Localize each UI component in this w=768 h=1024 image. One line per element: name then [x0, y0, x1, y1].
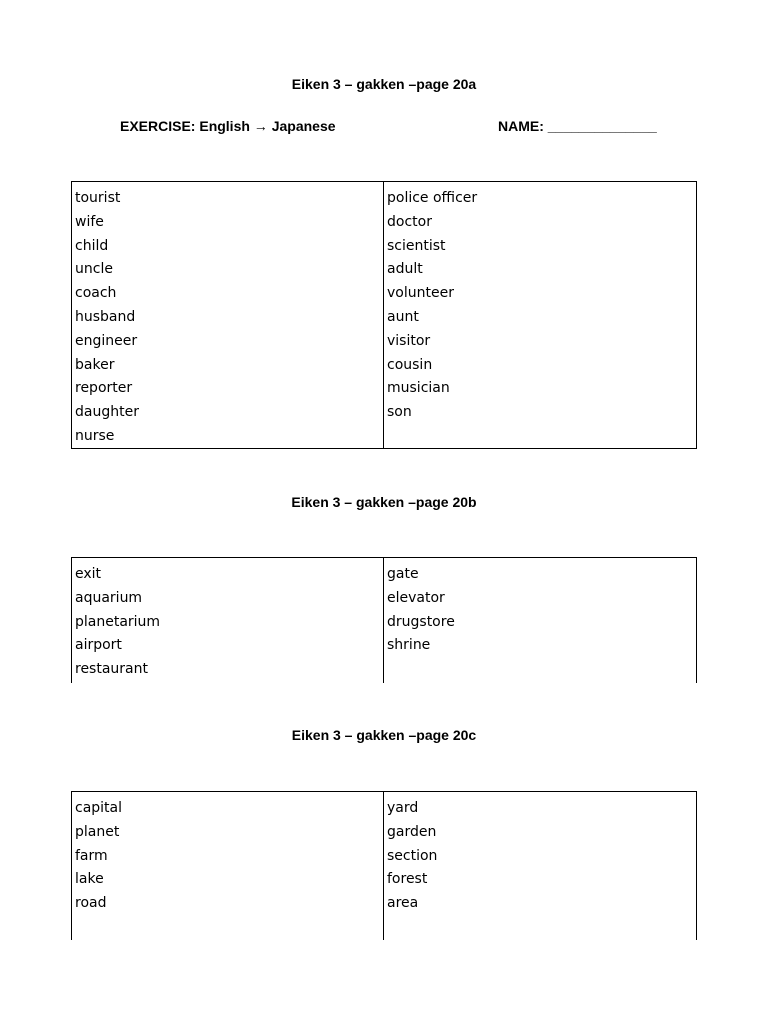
name-field: NAME: ______________ [498, 118, 657, 134]
vocab-word: garden [387, 823, 437, 840]
vocab-word: tourist [75, 190, 121, 206]
vocab-word: farm [75, 847, 108, 864]
vocab-word: aquarium [75, 589, 143, 606]
vocab-word: uncle [75, 261, 113, 278]
page-title-20c: Eiken 3 – gakken –page 20c [291, 727, 477, 743]
vocab-word: aunt [387, 308, 419, 325]
vocab-word: son [387, 404, 412, 421]
vocab-word: scientist [387, 237, 446, 254]
vocab-word: planetarium [75, 613, 161, 630]
page-title-20b: Eiken 3 – gakken –page 20b [291, 494, 477, 510]
vocab-table-20a [71, 181, 697, 449]
vocab-word: section [387, 847, 438, 864]
vocab-word: volunteer [387, 285, 454, 302]
vocab-word: restaurant [75, 661, 148, 678]
vocab-table-20c [71, 791, 697, 940]
vocab-column-right [384, 558, 696, 683]
vocab-word: yard [387, 800, 419, 816]
vocab-word: daughter [75, 404, 139, 421]
vocab-word: road [75, 895, 107, 912]
vocab-word: capital [75, 800, 123, 816]
vocab-word: exit [75, 566, 102, 582]
vocab-word: planet [75, 823, 120, 840]
vocab-word: nurse [75, 427, 115, 444]
vocab-word: police officer [387, 190, 478, 206]
vocab-word: drugstore [387, 613, 455, 630]
vocab-word: shrine [387, 637, 431, 654]
vocab-word: engineer [75, 332, 138, 349]
vocab-word: gate [387, 566, 419, 582]
exercise-label: EXERCISE: English → Japanese [120, 118, 336, 134]
vocab-word: adult [387, 261, 423, 278]
page-title-20a: Eiken 3 – gakken –page 20a [291, 76, 477, 92]
vocab-word: visitor [387, 332, 431, 349]
vocab-column-left [72, 558, 384, 683]
vocab-word: husband [75, 308, 136, 325]
vocab-word: airport [75, 637, 122, 654]
vocab-word: lake [75, 871, 104, 888]
vocab-column-left [72, 792, 384, 940]
vocab-word: cousin [387, 356, 433, 373]
vocab-word: wife [75, 213, 104, 230]
vocab-column-left [72, 182, 384, 448]
vocab-column-right [384, 182, 696, 448]
vocab-word: musician [387, 380, 450, 397]
vocab-column-right [384, 792, 696, 940]
exercise-header [0, 118, 768, 138]
vocab-word: forest [387, 871, 428, 888]
vocab-word: coach [75, 285, 117, 302]
vocab-word: doctor [387, 213, 432, 230]
vocab-word: child [75, 237, 109, 254]
vocab-word: baker [75, 356, 115, 373]
vocab-table-20b [71, 557, 697, 683]
vocab-word: area [387, 895, 419, 912]
vocab-word: elevator [387, 589, 445, 606]
vocab-word: reporter [75, 380, 133, 397]
